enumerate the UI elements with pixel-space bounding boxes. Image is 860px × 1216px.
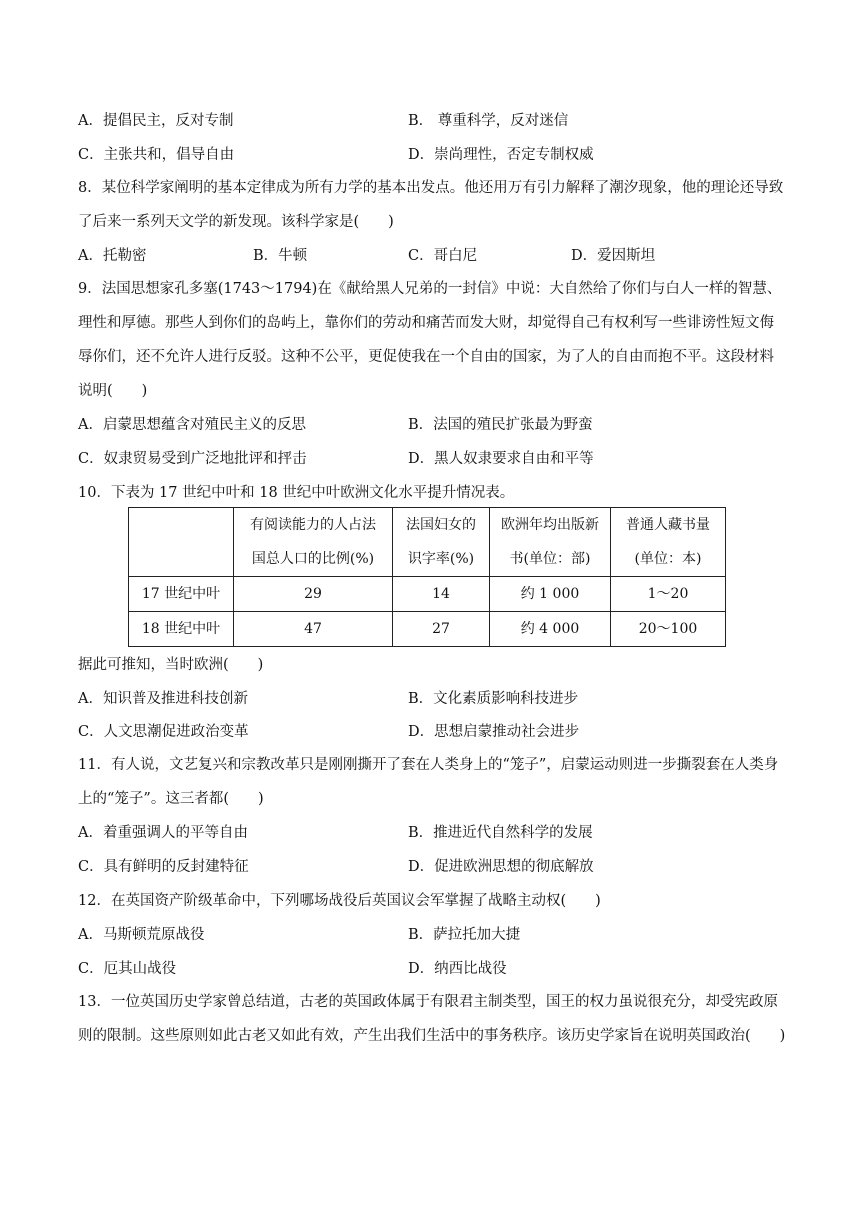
table-cell: 约 1 000 (490, 577, 611, 612)
q11-option-a: A．着重强调人的平等自由 (78, 825, 248, 841)
table-cell: 47 (234, 612, 393, 647)
q12-stem: 12．在英国资产阶级革命中，下列哪场战役后英国议会军掌握了战略主动权( ) (78, 893, 601, 909)
q11-stem: 11．有人说，文艺复兴和宗教改革只是刚刚撕开了套在人类身上的“笼子”，启蒙运动则进一步撕裂套在人类身上的“笼子”。这三者都( ) (78, 757, 779, 807)
table-cell: 1～20 (611, 577, 726, 612)
q10-option-a: A．知识普及推进科技创新 (78, 691, 248, 707)
q12-option-b: B．萨拉托加大捷 (408, 927, 521, 943)
table-row (129, 612, 726, 647)
table-header-row (129, 508, 726, 577)
table-cell: 约 4 000 (490, 612, 611, 647)
table-cell: 18 世纪中叶 (129, 612, 234, 647)
table-row (129, 577, 726, 612)
q9-option-d: D．黑人奴隶要求自由和平等 (408, 451, 594, 467)
q9-option-a: A．启蒙思想蕴含对殖民主义的反思 (78, 417, 306, 433)
table-cell: 14 (393, 577, 490, 612)
table-header-cell: 法国妇女的 识字率(%) (393, 508, 490, 577)
q8-stem: 8．某位科学家阐明的基本定律成为所有力学的基本出发点。他还用万有引力解释了潮汐现象，他的理论还导致了后来一系列天文学的新发现。该科学家是( ) (78, 180, 784, 230)
table-header-cell (129, 508, 234, 577)
q11-option-c: C．具有鲜明的反封建特征 (78, 859, 249, 875)
table-cell: 20～100 (611, 612, 726, 647)
q10-after-text: 据此可推知，当时欧洲( ) (78, 657, 264, 673)
table-header-cell: 有阅读能力的人占法 国总人口的比例(%) (234, 508, 393, 577)
q10-option-c: C．人文思潮促进政治变革 (78, 724, 249, 740)
q7-option-a: A．提倡民主，反对专制 (78, 113, 234, 129)
table-cell: 27 (393, 612, 490, 647)
q13-stem: 13．一位英国历史学家曾总结道，古老的英国政体属于有限君主制类型，国王的权力虽说很充分，却受宪政原则的限制。这些原则如此古老又如此有效，产生出我们生活中的事务秩序。该历史学家旨在说明英国政治( ) (78, 994, 786, 1044)
q9-stem: 9．法国思想家孔多塞(1743～1794)在《献给黑人兄弟的一封信》中说：大自然给了你们与白人一样的智慧、理性和厚德。那些人到你们的岛屿上，靠你们的劳动和痛苦而发大财，却觉得自己有权利写一些诽谤性短文侮辱你们，还不允许人进行反驳。这种不公平，更促使我在一个自由的国家，为了人的自由而抱不平。这段材料说明( ) (78, 281, 782, 399)
q11-option-d: D．促进欧洲思想的彻底解放 (408, 859, 594, 875)
q7-option-d: D．崇尚理性，否定专制权威 (408, 147, 594, 163)
q10-option-b: B．文化素质影响科技进步 (408, 691, 579, 707)
table-header-cell: 欧洲年均出版新 书(单位：部) (490, 508, 611, 577)
q7-option-c: C．主张共和，倡导自由 (78, 147, 235, 163)
q8-option-a: A．托勒密 (78, 248, 147, 264)
q8-option-b: B．牛顿 (253, 248, 308, 264)
q7-option-b: B． 尊重科学，反对迷信 (408, 113, 569, 129)
q11-option-b: B．推进近代自然科学的发展 (408, 825, 593, 841)
table-cell: 29 (234, 577, 393, 612)
q9-option-c: C．奴隶贸易受到广泛地批评和抨击 (78, 451, 307, 467)
q8-option-d: D．爱因斯坦 (571, 248, 656, 264)
q12-option-d: D．纳西比战役 (408, 961, 507, 977)
table-cell: 17 世纪中叶 (129, 577, 234, 612)
culture-table (128, 507, 726, 647)
q9-option-b: B．法国的殖民扩张最为野蛮 (408, 417, 593, 433)
q12-option-a: A．马斯顿荒原战役 (78, 927, 205, 943)
q12-option-c: C．厄其山战役 (78, 961, 177, 977)
q8-option-c: C．哥白尼 (408, 248, 478, 264)
q10-stem: 10．下表为 17 世纪中叶和 18 世纪中叶欧洲文化水平提升情况表。 (78, 485, 515, 501)
table-header-cell: 普通人藏书量 (单位：本) (611, 508, 726, 577)
q10-option-d: D．思想启蒙推动社会进步 (408, 724, 580, 740)
